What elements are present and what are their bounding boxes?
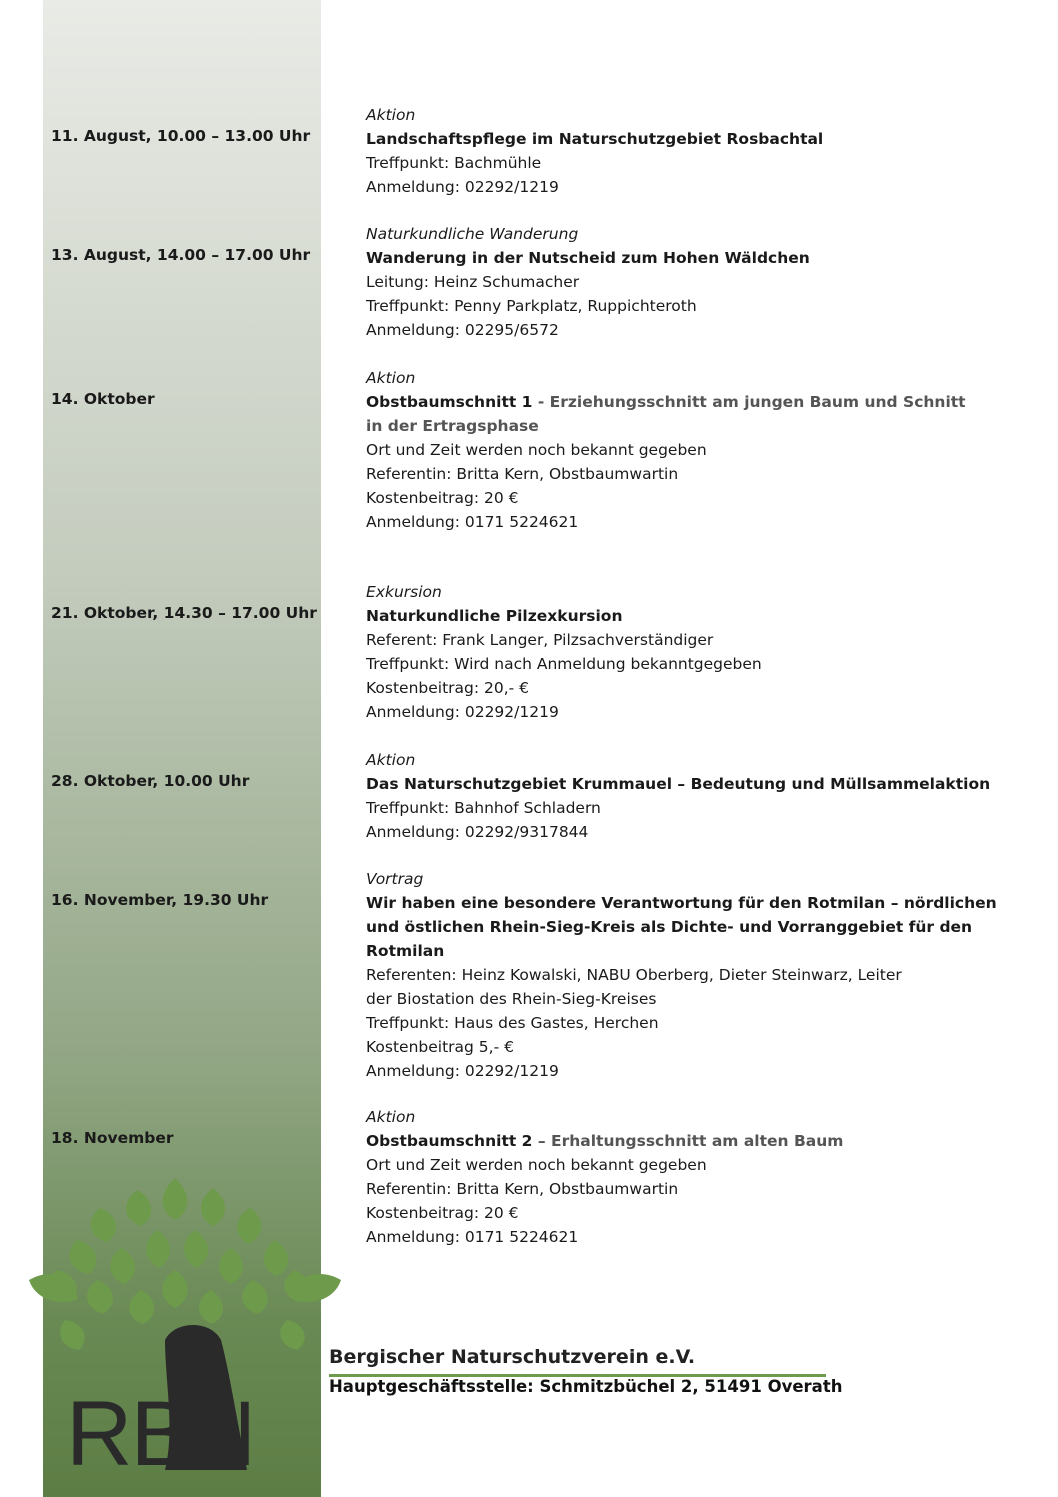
event-date: 21. Oktober, 14.30 – 17.00 Uhr (51, 604, 317, 622)
event-detail: Treffpunkt: Penny Parkplatz, Ruppichteroth (366, 297, 697, 315)
event-detail: Referent: Frank Langer, Pilzsachverständiger (366, 631, 714, 649)
event-title: Obstbaumschnitt 2 (366, 1132, 533, 1150)
event-title: und östlichen Rhein-Sieg-Kreis als Dichte- und Vorranggebiet für den (366, 918, 973, 936)
organization-name: Bergischer Naturschutzverein e.V. (329, 1346, 696, 1368)
event-detail: Ort und Zeit werden noch bekannt gegeben (366, 441, 707, 459)
event-detail: Referentin: Britta Kern, Obstbaumwartin (366, 465, 679, 483)
event-detail: Anmeldung: 02292/1219 (366, 703, 559, 721)
event-subtitle: – Erhaltungsschnitt am alten Baum (532, 1132, 844, 1150)
event-title: Wir haben eine besondere Verantwortung für den Rotmilan – nördlichen (366, 894, 997, 912)
event-date: 13. August, 14.00 – 17.00 Uhr (51, 246, 311, 264)
event-title: Wanderung in der Nutscheid zum Hohen Wäldchen (366, 249, 810, 267)
event-title-line (366, 1129, 986, 1153)
event-detail: Treffpunkt: Bahnhof Schladern (366, 799, 601, 817)
event-date: 18. November (51, 1129, 174, 1147)
event-title-line (366, 414, 986, 438)
event-date: 14. Oktober (51, 390, 155, 408)
event-detail: Anmeldung: 02292/9317844 (366, 823, 589, 841)
event-title: Landschaftspflege im Naturschutzgebiet Rosbachtal (366, 130, 824, 148)
event-title-line (366, 390, 986, 414)
event-title: Das Naturschutzgebiet Krummauel – Bedeutung und Müllsammelaktion (366, 775, 991, 793)
event-category: Aktion (366, 106, 416, 124)
event-title: Rotmilan (366, 942, 445, 960)
event-title: Obstbaumschnitt 1 (366, 393, 533, 411)
event-detail: Anmeldung: 0171 5224621 (366, 1228, 579, 1246)
event-subtitle: - Erziehungsschnitt am jungen Baum und Schnitt (532, 393, 966, 411)
event-subtitle-cont: in der Ertragsphase (366, 417, 539, 435)
event-category: Naturkundliche Wanderung (366, 225, 579, 243)
event-detail: Anmeldung: 02292/1219 (366, 178, 559, 196)
address: Hauptgeschäftsstelle: Schmitzbüchel 2, 51491 Overath (329, 1377, 843, 1396)
event-detail: Treffpunkt: Bachmühle (366, 154, 542, 172)
event-detail: Referentin: Britta Kern, Obstbaumwartin (366, 1180, 679, 1198)
event-detail: Leitung: Heinz Schumacher (366, 273, 580, 291)
event-category: Aktion (366, 751, 416, 769)
event-category: Aktion (366, 369, 416, 387)
event-detail: Kostenbeitrag: 20 € (366, 1204, 519, 1222)
event-detail: Referenten: Heinz Kowalski, NABU Oberberg, Dieter Steinwarz, Leiter (366, 966, 902, 984)
event-detail: Anmeldung: 02292/1219 (366, 1062, 559, 1080)
event-date: 11. August, 10.00 – 13.00 Uhr (51, 127, 311, 145)
event-detail: Treffpunkt: Haus des Gastes, Herchen (366, 1014, 659, 1032)
event-detail: Ort und Zeit werden noch bekannt gegeben (366, 1156, 707, 1174)
event-detail: Kostenbeitrag: 20,- € (366, 679, 530, 697)
event-detail: Kostenbeitrag 5,- € (366, 1038, 514, 1056)
event-detail: der Biostation des Rhein-Sieg-Kreises (366, 990, 657, 1008)
event-detail: Kostenbeitrag: 20 € (366, 489, 519, 507)
logo-text: RBN (66, 1383, 255, 1485)
event-category: Exkursion (366, 583, 442, 601)
event-category: Aktion (366, 1108, 416, 1126)
event-detail: Treffpunkt: Wird nach Anmeldung bekanntgegeben (366, 655, 762, 673)
event-date: 16. November, 19.30 Uhr (51, 891, 269, 909)
event-title: Naturkundliche Pilzexkursion (366, 607, 623, 625)
event-detail: Anmeldung: 02295/6572 (366, 321, 559, 339)
event-date: 28. Oktober, 10.00 Uhr (51, 772, 250, 790)
event-detail: Anmeldung: 0171 5224621 (366, 513, 579, 531)
event-category: Vortrag (366, 870, 424, 888)
